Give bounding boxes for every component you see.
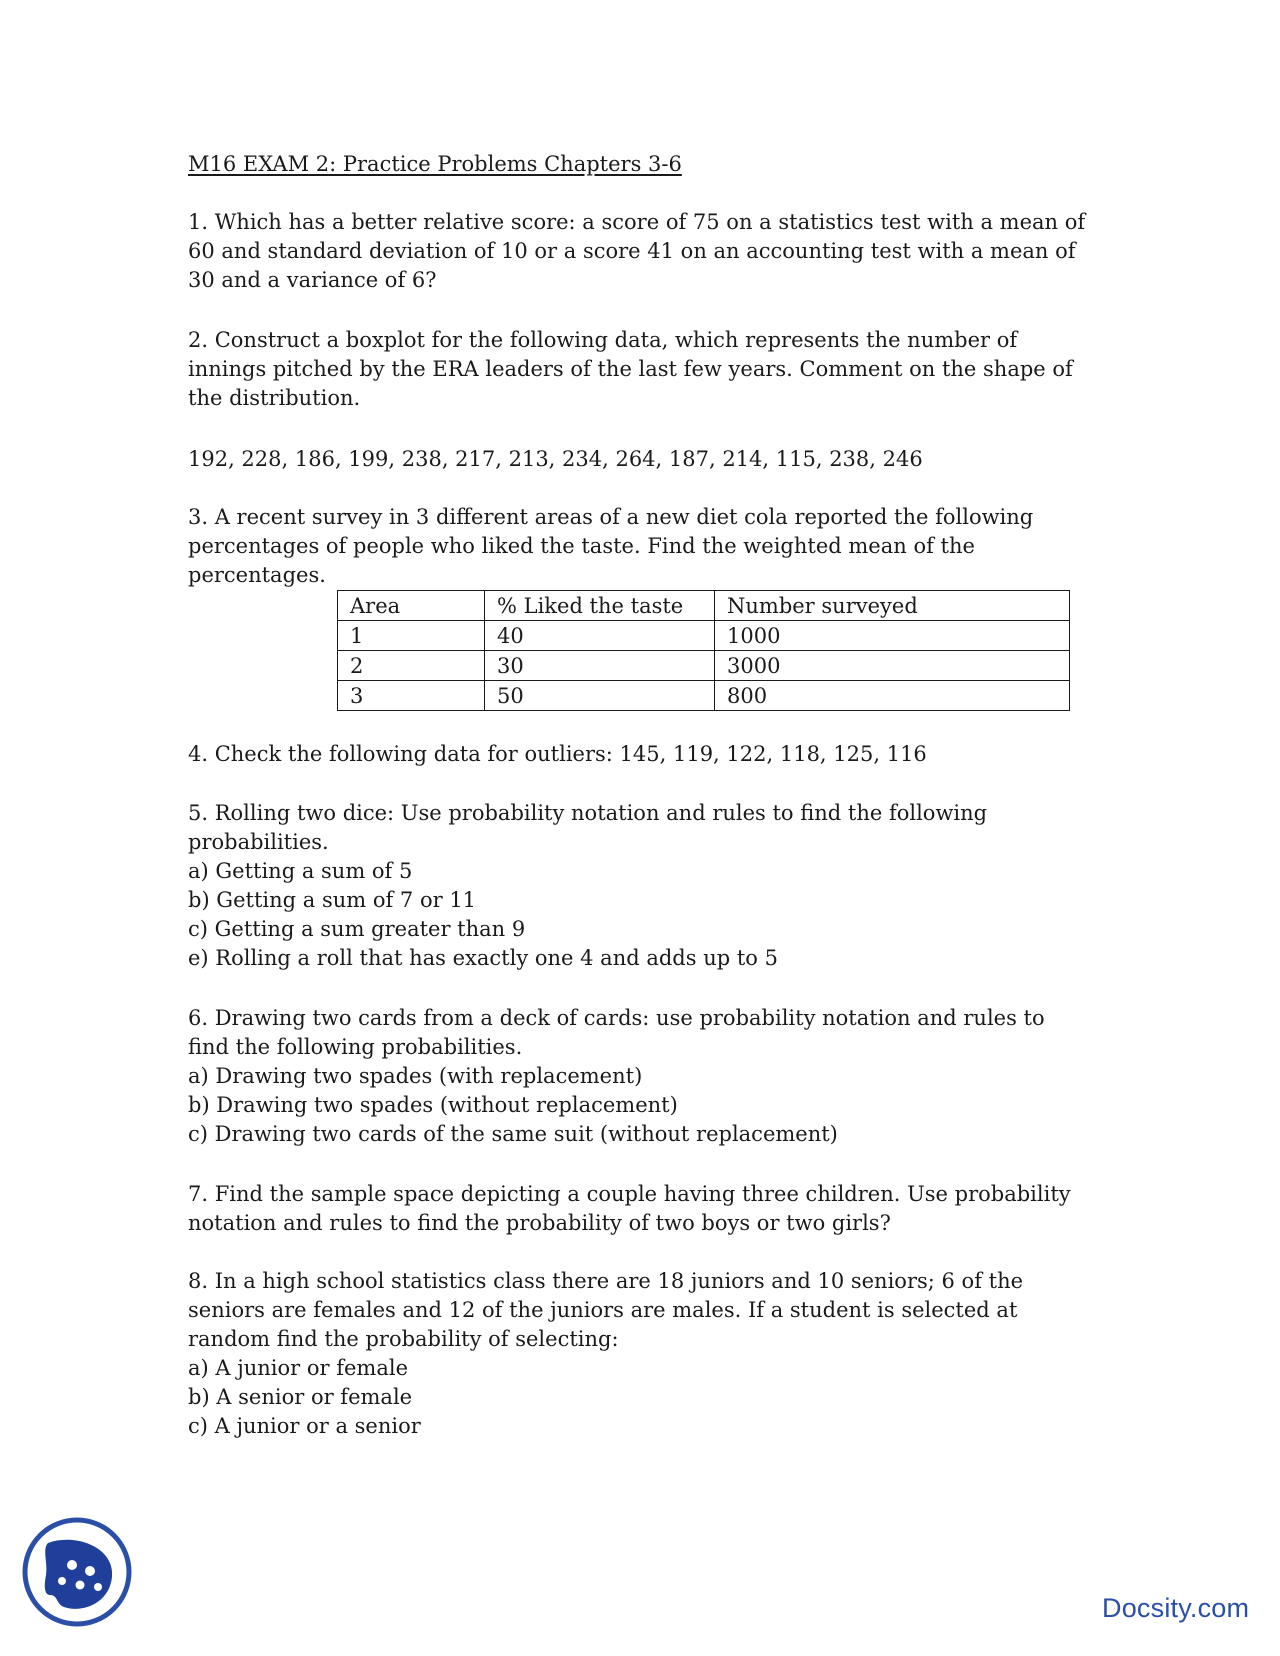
table-cell: 50 xyxy=(485,681,715,711)
table-cell: 1 xyxy=(338,621,485,651)
question-line: probabilities. xyxy=(188,830,329,854)
table-row xyxy=(338,651,1070,681)
table-cell: 30 xyxy=(485,651,715,681)
question-7 xyxy=(188,1180,1088,1238)
page-title: M16 EXAM 2: Practice Problems Chapters 3-6 xyxy=(188,152,682,176)
table-header-row xyxy=(338,591,1070,621)
question-line: notation and rules to find the probability of two boys or two girls? xyxy=(188,1211,891,1235)
question-line: a) Getting a sum of 5 xyxy=(188,859,413,883)
question-8 xyxy=(188,1267,1088,1441)
table-cell: 2 xyxy=(338,651,485,681)
question-2 xyxy=(188,326,1088,413)
table-cell: 800 xyxy=(715,681,1070,711)
question-line: 7. Find the sample space depicting a couple having three children. Use probability xyxy=(188,1182,1071,1206)
question-line: percentages. xyxy=(188,563,326,587)
question-line: 30 and a variance of 6? xyxy=(188,268,437,292)
innings-data: 192, 228, 186, 199, 238, 217, 213, 234, 264, 187, 214, 115, 238, 246 xyxy=(188,447,923,471)
question-line: 8. In a high school statistics class there are 18 juniors and 10 seniors; 6 of the xyxy=(188,1269,1024,1293)
table-row xyxy=(338,681,1070,711)
question-line: c) Getting a sum greater than 9 xyxy=(188,917,526,941)
question-line: 60 and standard deviation of 10 or a score 41 on an accounting test with a mean of xyxy=(188,239,1076,263)
table-header-cell: % Liked the taste xyxy=(485,591,715,621)
table-header-cell: Area xyxy=(338,591,485,621)
table-row xyxy=(338,621,1070,651)
question-line: find the following probabilities. xyxy=(188,1035,523,1059)
question-line: c) Drawing two cards of the same suit (without replacement) xyxy=(188,1122,838,1146)
question-line: innings pitched by the ERA leaders of the last few years. Comment on the shape of xyxy=(188,357,1073,381)
question-line: b) A senior or female xyxy=(188,1385,413,1409)
table-header-cell: Number surveyed xyxy=(715,591,1070,621)
table-cell: 40 xyxy=(485,621,715,651)
question-line: a) A junior or female xyxy=(188,1356,408,1380)
docsity-watermark[interactable]: Docsity.com xyxy=(1102,1593,1250,1623)
question-1 xyxy=(188,208,1088,295)
docsity-logo-icon xyxy=(20,1515,135,1630)
question-line: 6. Drawing two cards from a deck of cards: use probability notation and rules to xyxy=(188,1006,1045,1030)
question-line: 1. Which has a better relative score: a score of 75 on a statistics test with a mean of xyxy=(188,210,1086,234)
question-line: 4. Check the following data for outliers: 145, 119, 122, 118, 125, 116 xyxy=(188,742,927,766)
question-line: e) Rolling a roll that has exactly one 4 and adds up to 5 xyxy=(188,946,778,970)
table-cell: 3 xyxy=(338,681,485,711)
table-cell: 3000 xyxy=(715,651,1070,681)
question-line: a) Drawing two spades (with replacement) xyxy=(188,1064,643,1088)
question-4 xyxy=(188,740,1088,769)
question-line: c) A junior or a senior xyxy=(188,1414,421,1438)
question-6 xyxy=(188,1004,1088,1149)
question-line: seniors are females and 12 of the juniors are males. If a student is selected at xyxy=(188,1298,1018,1322)
question-line: b) Drawing two spades (without replacement) xyxy=(188,1093,678,1117)
question-line: percentages of people who liked the taste. Find the weighted mean of the xyxy=(188,534,975,558)
question-5 xyxy=(188,799,1088,973)
question-line: 2. Construct a boxplot for the following data, which represents the number of xyxy=(188,328,1018,352)
survey-table xyxy=(337,590,1070,711)
question-line: random find the probability of selecting: xyxy=(188,1327,619,1351)
question-line: the distribution. xyxy=(188,386,361,410)
table-cell: 1000 xyxy=(715,621,1070,651)
question-3 xyxy=(188,503,1088,590)
question-line: 3. A recent survey in 3 different areas of a new diet cola reported the following xyxy=(188,505,1034,529)
question-line: b) Getting a sum of 7 or 11 xyxy=(188,888,477,912)
question-line: 5. Rolling two dice: Use probability notation and rules to find the following xyxy=(188,801,988,825)
